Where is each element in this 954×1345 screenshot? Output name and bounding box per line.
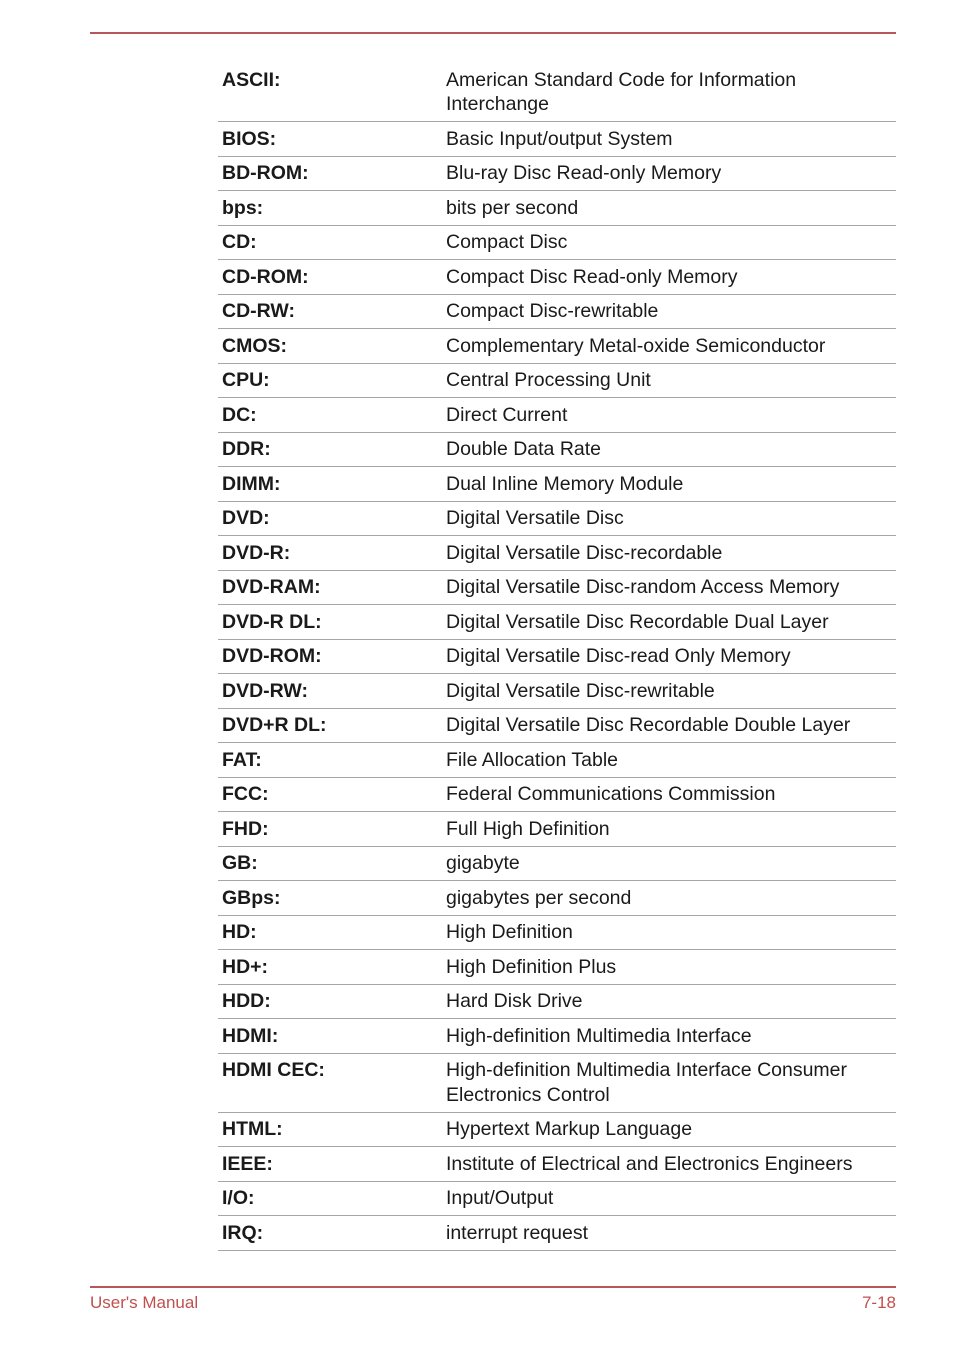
glossary-row (218, 329, 896, 364)
glossary-definition: Digital Versatile Disc-recordable (442, 536, 896, 571)
glossary-term: HDMI: (218, 1019, 442, 1054)
glossary-row (218, 915, 896, 950)
glossary-term: DC: (218, 398, 442, 433)
glossary-term: FHD: (218, 812, 442, 847)
glossary-row (218, 260, 896, 295)
glossary-definition: Central Processing Unit (442, 363, 896, 398)
glossary-term: CD-RW: (218, 294, 442, 329)
glossary-term: CD: (218, 225, 442, 260)
glossary-definition: High-definition Multimedia Interface (442, 1019, 896, 1054)
glossary-term: DVD-R: (218, 536, 442, 571)
glossary-definition: Digital Versatile Disc-read Only Memory (442, 639, 896, 674)
glossary-definition: High Definition (442, 915, 896, 950)
glossary-row (218, 63, 896, 122)
glossary-term: HD+: (218, 950, 442, 985)
glossary-row (218, 501, 896, 536)
glossary-row (218, 1181, 896, 1216)
glossary-row (218, 743, 896, 778)
glossary-row (218, 950, 896, 985)
glossary-term: I/O: (218, 1181, 442, 1216)
glossary-term: DVD: (218, 501, 442, 536)
glossary-definition: Digital Versatile Disc (442, 501, 896, 536)
glossary-term: CMOS: (218, 329, 442, 364)
glossary-definition: Input/Output (442, 1181, 896, 1216)
glossary-term: IEEE: (218, 1147, 442, 1182)
glossary-definition: Digital Versatile Disc-random Access Memory (442, 570, 896, 605)
glossary-definition: Complementary Metal-oxide Semiconductor (442, 329, 896, 364)
glossary-term: DVD+R DL: (218, 708, 442, 743)
glossary-term: CD-ROM: (218, 260, 442, 295)
glossary-definition: bits per second (442, 191, 896, 226)
glossary-definition: Federal Communications Commission (442, 777, 896, 812)
glossary-row (218, 191, 896, 226)
glossary-row (218, 881, 896, 916)
glossary-definition: Dual Inline Memory Module (442, 467, 896, 502)
glossary-term: HTML: (218, 1112, 442, 1147)
glossary-definition: High Definition Plus (442, 950, 896, 985)
glossary-term: HDMI CEC: (218, 1053, 442, 1112)
glossary-term: IRQ: (218, 1216, 442, 1251)
glossary-definition: interrupt request (442, 1216, 896, 1251)
glossary-term: HDD: (218, 984, 442, 1019)
glossary-row (218, 674, 896, 709)
glossary-term: DVD-ROM: (218, 639, 442, 674)
glossary-term: ASCII: (218, 63, 442, 122)
glossary-definition: Hypertext Markup Language (442, 1112, 896, 1147)
glossary-term: BIOS: (218, 122, 442, 157)
footer-page-number: 7-18 (861, 1293, 896, 1312)
glossary-definition: Compact Disc-rewritable (442, 294, 896, 329)
glossary-definition: Digital Versatile Disc-rewritable (442, 674, 896, 709)
glossary-definition: Basic Input/output System (442, 122, 896, 157)
glossary-definition: Hard Disk Drive (442, 984, 896, 1019)
glossary-definition: American Standard Code for Information Interchange (442, 63, 896, 122)
glossary-term: GBps: (218, 881, 442, 916)
glossary-term: GB: (218, 846, 442, 881)
glossary-definition: Compact Disc (442, 225, 896, 260)
glossary-row (218, 122, 896, 157)
glossary-row (218, 1053, 896, 1112)
glossary-row (218, 984, 896, 1019)
glossary-row (218, 639, 896, 674)
glossary-row (218, 570, 896, 605)
glossary-row (218, 1019, 896, 1054)
glossary-row (218, 777, 896, 812)
glossary-definition: Digital Versatile Disc Recordable Dual Layer (442, 605, 896, 640)
glossary-row (218, 467, 896, 502)
glossary-row (218, 225, 896, 260)
glossary-row (218, 432, 896, 467)
glossary-definition: Compact Disc Read-only Memory (442, 260, 896, 295)
footer-manual-title: User's Manual (90, 1293, 199, 1312)
glossary-term: DIMM: (218, 467, 442, 502)
header-rule (90, 32, 896, 34)
glossary-row (218, 605, 896, 640)
glossary-row (218, 1216, 896, 1251)
glossary-term: DVD-RW: (218, 674, 442, 709)
glossary-term: DVD-RAM: (218, 570, 442, 605)
glossary-term: DDR: (218, 432, 442, 467)
glossary-term: HD: (218, 915, 442, 950)
glossary-definition: High-definition Multimedia Interface Consumer Electronics Control (442, 1053, 896, 1112)
glossary-row (218, 156, 896, 191)
glossary-table (218, 63, 896, 1251)
glossary-row (218, 536, 896, 571)
glossary-definition: Direct Current (442, 398, 896, 433)
glossary-term: bps: (218, 191, 442, 226)
glossary-row (218, 846, 896, 881)
glossary-term: BD-ROM: (218, 156, 442, 191)
glossary-definition: gigabytes per second (442, 881, 896, 916)
glossary-row (218, 708, 896, 743)
glossary-term: DVD-R DL: (218, 605, 442, 640)
glossary-term: FCC: (218, 777, 442, 812)
glossary-definition: File Allocation Table (442, 743, 896, 778)
glossary-row (218, 398, 896, 433)
glossary-row (218, 294, 896, 329)
glossary-term: CPU: (218, 363, 442, 398)
glossary-definition: Double Data Rate (442, 432, 896, 467)
glossary-row (218, 363, 896, 398)
glossary-body (218, 63, 896, 1250)
glossary-definition: gigabyte (442, 846, 896, 881)
glossary-row (218, 1147, 896, 1182)
glossary-definition: Digital Versatile Disc Recordable Double Layer (442, 708, 896, 743)
footer-rule (90, 1286, 896, 1288)
glossary-definition: Blu-ray Disc Read-only Memory (442, 156, 896, 191)
glossary-definition: Full High Definition (442, 812, 896, 847)
glossary-term: FAT: (218, 743, 442, 778)
glossary-row (218, 812, 896, 847)
glossary-definition: Institute of Electrical and Electronics Engineers (442, 1147, 896, 1182)
glossary-row (218, 1112, 896, 1147)
